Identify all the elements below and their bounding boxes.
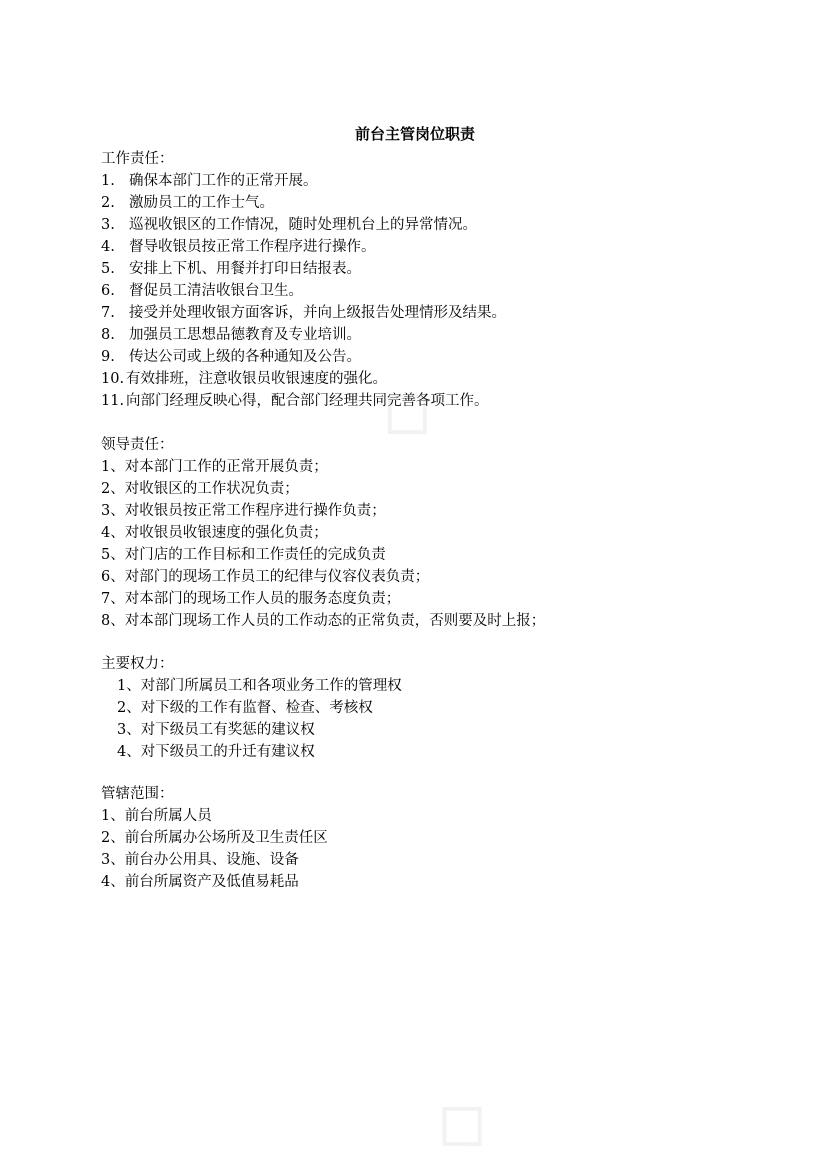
work-item: 2. 激励员工的工作士气。 [101,195,274,211]
scope-item: 2、前台所属办公场所及卫生责任区 [101,830,328,846]
page-title: 前台主管岗位职责 [354,125,475,143]
work-item: 11. 向部门经理反映心得，配合部门经理共同完善各项工作。 [101,393,489,409]
power-item: 1、对部门所属员工和各项业务工作的管理权 [117,678,402,694]
work-item: 6. 督促员工清洁收银台卫生。 [101,283,303,299]
lead-item: 3、对收银员按正常工作程序进行操作负责； [101,503,386,519]
work-item: 9. 传达公司或上级的各种通知及公告。 [101,349,361,365]
power-item: 2、对下级的工作有监督、检查、考核权 [117,700,373,716]
scope-item: 3、前台办公用具、设施、设备 [101,852,299,868]
section-heading-work: 工作责任： [101,151,174,167]
work-item: 5. 安排上下机、用餐并打印日结报表。 [101,261,361,277]
scope-item: 1、前台所属人员 [101,808,212,824]
section-heading-scope: 管辖范围： [101,786,174,802]
lead-item: 4、对收银员收银速度的强化负责； [101,525,328,541]
work-item: 7. 接受并处理收银方面客诉，并向上级报告处理情形及结果。 [101,305,506,321]
watermark: ◇ [353,360,453,460]
watermark-bottom: ◇ [408,1072,507,1172]
lead-item: 7、对本部门的现场工作人员的服务态度负责； [101,591,401,607]
scope-item: 4、前台所属资产及低值易耗品 [101,874,299,890]
lead-item: 6、对部门的现场工作员工的纪律与仪容仪表负责； [101,569,430,585]
lead-item: 5、对门店的工作目标和工作责任的完成负责 [101,547,386,563]
lead-item: 8、对本部门现场工作人员的工作动态的正常负责，否则要及时上报； [101,613,546,629]
work-item: 3. 巡视收银区的工作情况，随时处理机台上的异常情况。 [101,217,477,233]
lead-item: 1、对本部门工作的正常开展负责； [101,459,328,475]
work-item: 8. 加强员工思想品德教育及专业培训。 [101,327,361,343]
section-heading-power: 主要权力： [101,656,174,672]
work-item: 1. 确保本部门工作的正常开展。 [101,173,318,189]
lead-item: 2、对收银区的工作状况负责； [101,481,299,497]
section-heading-lead: 领导责任： [101,437,174,453]
power-item: 3、对下级员工有奖惩的建议权 [117,722,315,738]
power-item: 4、对下级员工的升迁有建议权 [117,744,315,760]
work-item: 10. 有效排班，注意收银员收银速度的强化。 [101,371,387,387]
work-item: 4. 督导收银员按正常工作程序进行操作。 [101,239,376,255]
